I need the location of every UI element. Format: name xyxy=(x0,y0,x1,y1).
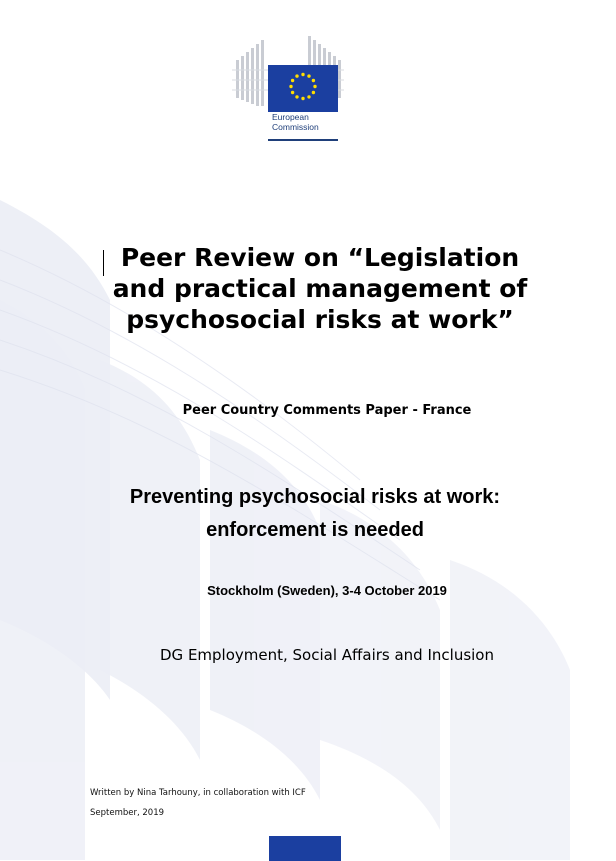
bottom-eu-flag xyxy=(269,836,341,861)
title-line-2: and practical management of xyxy=(112,274,528,303)
title-line-1: Peer Review on “Legislation xyxy=(120,243,520,272)
document-subtitle: Peer Country Comments Paper - France xyxy=(182,403,472,418)
event-location-date: Stockholm (Sweden), 3-4 October 2019 xyxy=(207,583,447,598)
eu-flag xyxy=(268,65,338,112)
title-line-3: psychosocial risks at work” xyxy=(126,305,514,334)
headline-line-1: Preventing psychosocial risks at work: xyxy=(129,486,501,508)
publication-date: September, 2019 xyxy=(90,808,165,818)
headline-line-2: enforcement is needed xyxy=(206,519,424,541)
logo-underline xyxy=(268,139,338,141)
paper-headline xyxy=(60,481,570,547)
logo-caption-line1: European xyxy=(272,112,309,122)
department-name: DG Employment, Social Affairs and Inclusion xyxy=(160,646,494,664)
author-credit: Written by Nina Tarhouny, in collaboration with ICF xyxy=(90,788,306,798)
logo-caption xyxy=(272,112,352,132)
logo-caption-line2: Commission xyxy=(272,122,319,132)
document-title xyxy=(60,242,580,335)
